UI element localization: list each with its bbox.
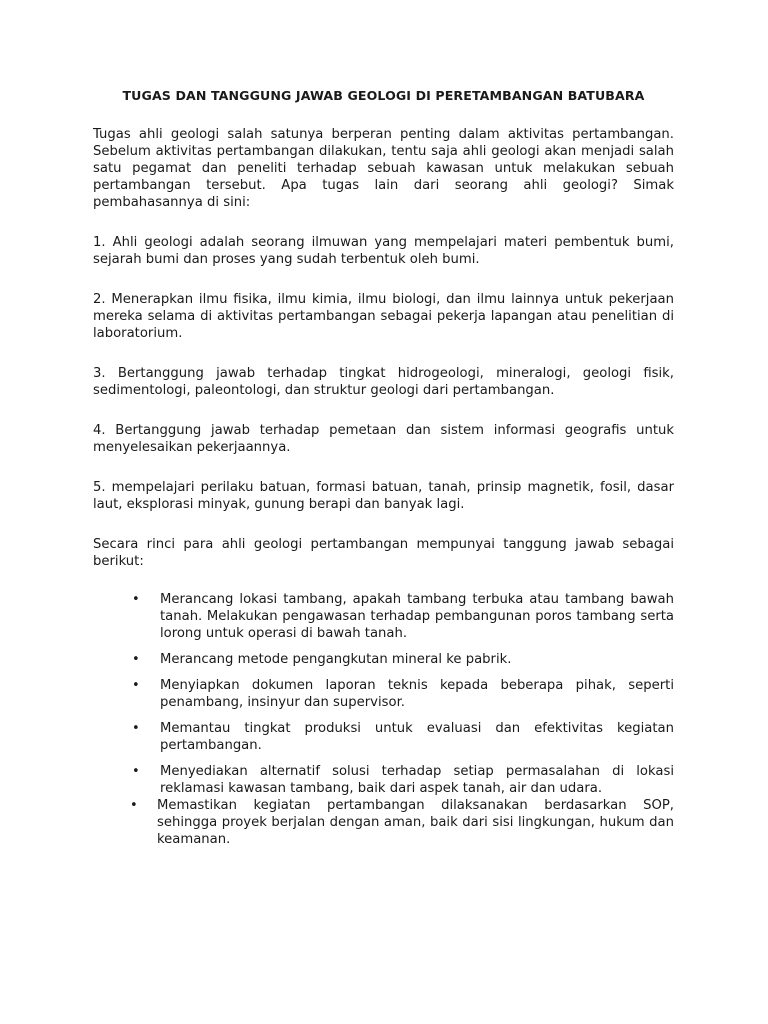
list-item-text: Merancang metode pengangkutan mineral ke pabrik. [160, 652, 512, 667]
point-3-paragraph: 3. Bertanggung jawab terhadap tingkat hidrogeologi, mineralogi, geologi fisik, sedimentologi, paleontologi, dan struktur geologi dari pertambangan. [93, 366, 674, 398]
list-item-text: Menyediakan alternatif solusi terhadap setiap permasalahan di lokasi reklamasi kawasan tambang, baik dari aspek tanah, air dan udara. [160, 764, 674, 796]
intro-paragraph: Tugas ahli geologi salah satunya berperan penting dalam aktivitas pertambangan. Sebelum aktivitas pertambangan dilakukan, tentu saja ahli geologi akan menjadi salah satu pegamat dan peneliti terhadap sebuah kawasan untuk melakukan sebuah pertambangan tersebut. Apa tugas lain dari seorang ahli geologi? Simak pembahasannya di sini: [93, 127, 674, 210]
list-item-text: Merancang lokasi tambang, apakah tambang terbuka atau tambang bawah tanah. Melakukan pengawasan terhadap pembangunan poros tambang serta lorong untuk operasi di bawah tanah. [160, 592, 674, 641]
point-1-paragraph: 1. Ahli geologi adalah seorang ilmuwan yang mempelajari materi pembentuk bumi, sejarah bumi dan proses yang sudah terbentuk oleh bumi. [93, 235, 674, 267]
bullet-icon: • [130, 798, 138, 813]
bullet-icon: • [132, 764, 140, 779]
point-2-paragraph: 2. Menerapkan ilmu fisika, ilmu kimia, ilmu biologi, dan ilmu lainnya untuk pekerjaan mereka selama di aktivitas pertambangan sebagai pekerja lapangan atau penelitian di laboratorium. [93, 292, 674, 341]
list-item-text: Memastikan kegiatan pertambangan dilaksanakan berdasarkan SOP, sehingga proyek berjalan dengan aman, baik dari sisi lingkungan, hukum dan keamanan. [157, 798, 674, 847]
list-item [132, 720, 674, 754]
responsibility-list [132, 591, 674, 848]
list-item-text: Memantau tingkat produksi untuk evaluasi dan efektivitas kegiatan pertambangan. [160, 721, 674, 753]
bullet-icon: • [132, 592, 140, 607]
point-5-paragraph: 5. mempelajari perilaku batuan, formasi batuan, tanah, prinsip magnetik, fosil, dasar laut, eksplorasi minyak, gunung berapi dan banyak lagi. [93, 480, 674, 512]
detail-intro-paragraph: Secara rinci para ahli geologi pertambangan mempunyai tanggung jawab sebagai berikut: [93, 537, 674, 569]
list-item [132, 651, 674, 668]
document-title: TUGAS DAN TANGGUNG JAWAB GEOLOGI DI PERETAMBANGAN BATUBARA [122, 88, 645, 103]
list-item [132, 677, 674, 711]
bullet-icon: • [132, 721, 140, 736]
point-4-paragraph: 4. Bertanggung jawab terhadap pemetaan dan sistem informasi geografis untuk menyelesaikan pekerjaannya. [93, 423, 674, 455]
list-item-text: Menyiapkan dokumen laporan teknis kepada beberapa pihak, seperti penambang, insinyur dan supervisor. [160, 678, 674, 710]
bullet-icon: • [132, 678, 140, 693]
bullet-icon: • [132, 652, 140, 667]
list-item [132, 797, 674, 848]
list-item [132, 591, 674, 642]
list-item [132, 763, 674, 797]
